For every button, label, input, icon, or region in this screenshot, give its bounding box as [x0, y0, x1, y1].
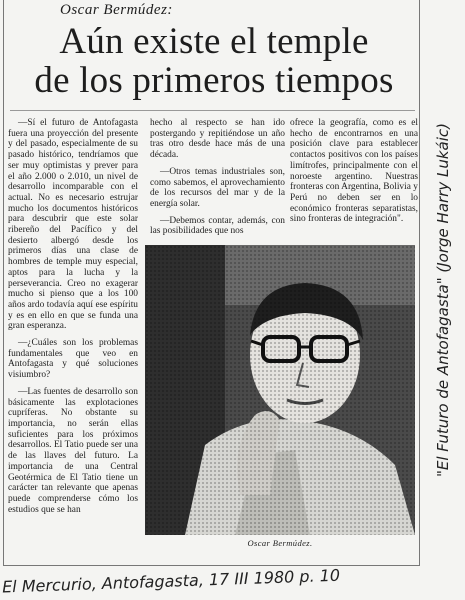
headline-rule	[10, 110, 415, 111]
paragraph: —¿Cuáles son los problemas fundamentales que veo en Antofagasta y qué soluciones visiumbro?	[8, 338, 138, 381]
photo-caption: Oscar Bermúdez.	[247, 538, 313, 548]
paragraph: —Debemos contar, además, con las posibilidades que nos	[150, 215, 285, 237]
portrait-photo	[145, 245, 415, 535]
headline-line-2: de los primeros tiempos	[34, 60, 394, 101]
handwritten-source-note: El Mercurio, Antofagasta, 17 III 1980 p. 10	[1, 565, 341, 597]
article-column-2	[150, 118, 285, 248]
paragraph: ofrece la geografía, como es el hecho de encontrarnos en una posición clave para establecer contactos positivos con los países limítrofes, principalmente con el noroeste argentino. Nuestras fronteras con Argentina, Bolivia y Perú no deben ser en lo económico fronteras separatistas, sino fronteras de integración".	[290, 118, 418, 225]
paragraph: —Otros temas industriales son, como sabemos, el aprovechamiento de los recursos del mar y de la energía solar.	[150, 166, 285, 209]
paragraph: hecho al respecto se han ido postergando y repitiéndose un año tras otro desde hace más de una década.	[150, 118, 285, 161]
article-column-3	[290, 118, 418, 248]
paragraph: —Las fuentes de desarrollo son básicamente las explotaciones cupríferas. No obstante su importancia, no serán ellas suficientes para los próximos desarrollos. El Tatio puede ser una de las llaves del futuro. La importancia de una Central Geotérmica de El Tatio tiene un carácter tan relevante que apenas puede comprenderse cómo los estudios que se han	[8, 386, 138, 515]
headline	[14, 22, 414, 100]
byline: Oscar Bermúdez:	[60, 2, 173, 18]
headline-line-1: Aún existe el temple	[59, 21, 369, 62]
paragraph: —Sí el futuro de Antofagasta fuera una proyección del presente y del pasado, especialmente de su pasado histórico, tendríamos que ser muy optimistas y prever para el año 2.000 o 2.010, un nivel de desarrollo incomparable con el actual. No es necesario estrujar mucho los documentos históricos para descubrir que este solar ribereño del Pacífico y del desierto albergó desde los primeros días una clase de hombres de temple muy especial, aptos para la lucha y la perseverancia. Creo no exagerar mucho si pienso que a los 100 años ardo todavía aquí ese espíritu y es en ello en que se funda una gran esperanza.	[8, 118, 138, 332]
handwritten-margin-note: "El Futuro de Antofagasta" (Jorge Harry Lukáic)	[434, 122, 452, 478]
portrait-illustration	[145, 245, 415, 535]
article-column-1	[8, 118, 138, 558]
